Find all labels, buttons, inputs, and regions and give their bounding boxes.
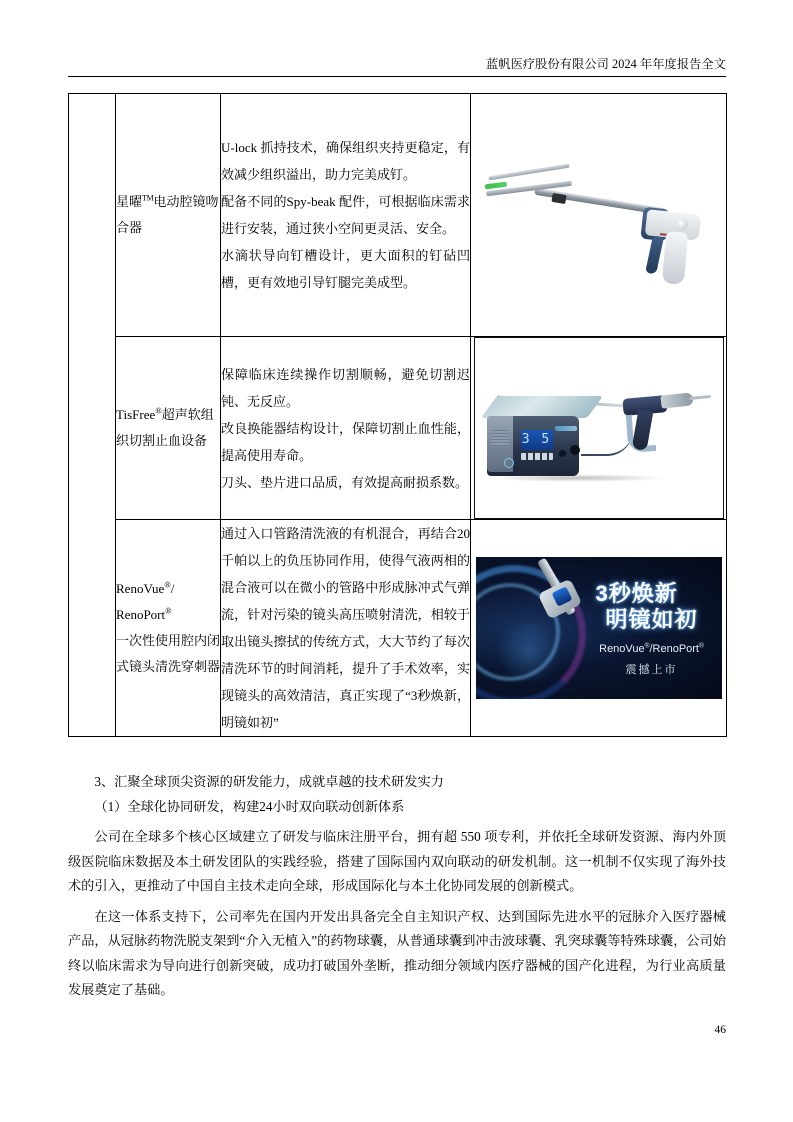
banner-brand-1: RenoVue <box>599 643 645 655</box>
table-row <box>69 94 727 337</box>
section-subheading: （1）全球化协同研发，构建24小时双向联动创新体系 <box>94 798 405 814</box>
product-feature-table <box>68 93 727 737</box>
generator-display: 3 5 <box>521 430 553 450</box>
ultrasonic-generator-photo <box>474 337 724 519</box>
banner-brand-line <box>588 643 716 655</box>
product-name-line3: 一次性使用腔内闭式镜头清洗穿刺器 <box>116 633 221 674</box>
product-name-line1 <box>116 576 220 602</box>
trademark-mark: TM <box>142 193 154 203</box>
feature-item: 保障临床连续操作切割顺畅，避免切割迟钝、无反应。 <box>221 366 470 409</box>
product-name-text-cont: 超声软组织切割止血设备 <box>116 407 214 448</box>
product-description-cell <box>221 94 471 337</box>
page-header: 蓝帆医疗股份有限公司 2024 年年度报告全文 <box>486 57 726 71</box>
handpiece-nose <box>660 392 693 408</box>
stapler-collar <box>551 193 566 204</box>
page-number: 46 <box>714 1024 726 1036</box>
registered-mark: ® <box>165 605 172 616</box>
registered-mark: ® <box>699 642 704 650</box>
product-name-text: RenoPort <box>116 607 166 622</box>
stapler-rotation-knob <box>677 219 688 230</box>
table-row <box>69 520 727 737</box>
product-name-cell <box>116 520 221 737</box>
registered-mark: ® <box>164 579 171 590</box>
renovue-renoport-banner <box>476 557 722 699</box>
header-divider <box>68 76 726 77</box>
stapler-upper-jaw <box>488 164 570 181</box>
body-content <box>68 770 726 1003</box>
product-name-text: TisFree <box>116 407 156 422</box>
product-name-line2 <box>116 602 220 628</box>
power-icon <box>504 458 514 468</box>
feature-item: 改良换能器结构设计，保障切割止血性能，提高使用寿命。 <box>221 420 470 463</box>
product-name-cell <box>116 94 221 337</box>
product-name-separator: / <box>170 581 175 596</box>
feature-item: U-lock 抓持技术，确保组织夹持更稳定，有效减少组织溢出，助力完美成钉。 <box>221 140 470 182</box>
stapler-grip <box>661 231 687 285</box>
body-paragraph-1: 公司在全球多个核心区域建立了研发与临床注册平台，拥有超 550 项专利，并依托全球研发资源、海内外顶级医院临床数据及本土研发团队的实践经验，搭建了国际国内双向联动的研发机制。这一机制不仅实现了海外技术的引入，更推动了中国自主技术走向全球，形成国际化与本土化协同发展的创新模式。 <box>68 829 726 893</box>
feature-item: 配备不同的Spy-beak 配件，可根据临床需求进行安装，通过狭小空间更灵活、安全。 <box>221 194 470 236</box>
banner-brand-separator: / <box>649 643 653 655</box>
feature-item: 通过入口管路清洗液的有机混合，再结合20千帕以上的负压协同作用，使得气液两相的混合液可以在微小的管路中形成脉冲式气弹流，针对污染的镜头高压喷射清洗，相较于取出镜头擦拭的传统方式，大大节约了每次清洗环节的时间消耗，提升了手术效率，实现镜头的高效清洁，真正实现了“3秒焕新，明镜如初” <box>221 526 470 730</box>
generator-vents <box>491 430 509 446</box>
product-name-cell <box>116 337 221 520</box>
banner-headline-line1: 3秒焕新 <box>595 581 678 606</box>
banner-brand-2: RenoPort <box>652 643 699 655</box>
banner-tagline: 震撼上市 <box>625 664 678 676</box>
registered-mark: ® <box>644 642 650 650</box>
product-image-cell <box>471 520 727 737</box>
endoscopic-stapler-photo <box>474 94 724 336</box>
product-name-text: RenoVue <box>116 581 165 596</box>
banner-headline-line2: 明镜如初 <box>605 607 698 632</box>
section-heading: 3、汇聚全球顶尖资源的研发能力，成就卓越的技术研发实力 <box>94 774 444 789</box>
product-name-text: 星曜 <box>116 194 143 209</box>
generator-button-row <box>521 453 553 460</box>
product-image-cell <box>471 94 727 337</box>
product-description-cell <box>221 337 471 520</box>
product-name-text-cont: 电动腔镜吻合器 <box>116 194 219 235</box>
banner-glow <box>494 617 564 687</box>
generator-port-large <box>570 445 580 455</box>
product-image-cell <box>471 337 727 520</box>
body-paragraph-2: 在这一体系支持下，公司率先在国内开发出具备完全自主知识产权、达到国际先进水平的冠脉介入医疗器械产品，从冠脉药物洗脱支架到“介入无植入”的药物球囊，从普通球囊到冲击波球囊、乳突球囊等特殊球囊，公司始终以临床需求为导向进行创新突破，成功打破国外垄断，推动细分领域内医疗器械的国产化进程，为行业高质量发展奠定了基础。 <box>68 908 726 997</box>
feature-item: 水滴状导向钉槽设计，更大面积的钉砧凹槽，更有效地引导钉腿完美成型。 <box>221 248 470 290</box>
generator-logo <box>555 426 577 431</box>
registered-mark: ® <box>155 405 162 416</box>
product-description-cell <box>221 520 471 737</box>
table-merged-left-cell <box>69 94 116 737</box>
generator-port-small <box>559 450 566 457</box>
generator-top-panel <box>481 396 603 418</box>
table-row <box>69 337 727 520</box>
generator-shadow <box>489 474 667 482</box>
stapler-trigger <box>645 235 664 274</box>
generator-cable <box>581 430 633 456</box>
feature-item: 刀头、垫片进口品质，有效提高耐损系数。 <box>221 474 469 490</box>
